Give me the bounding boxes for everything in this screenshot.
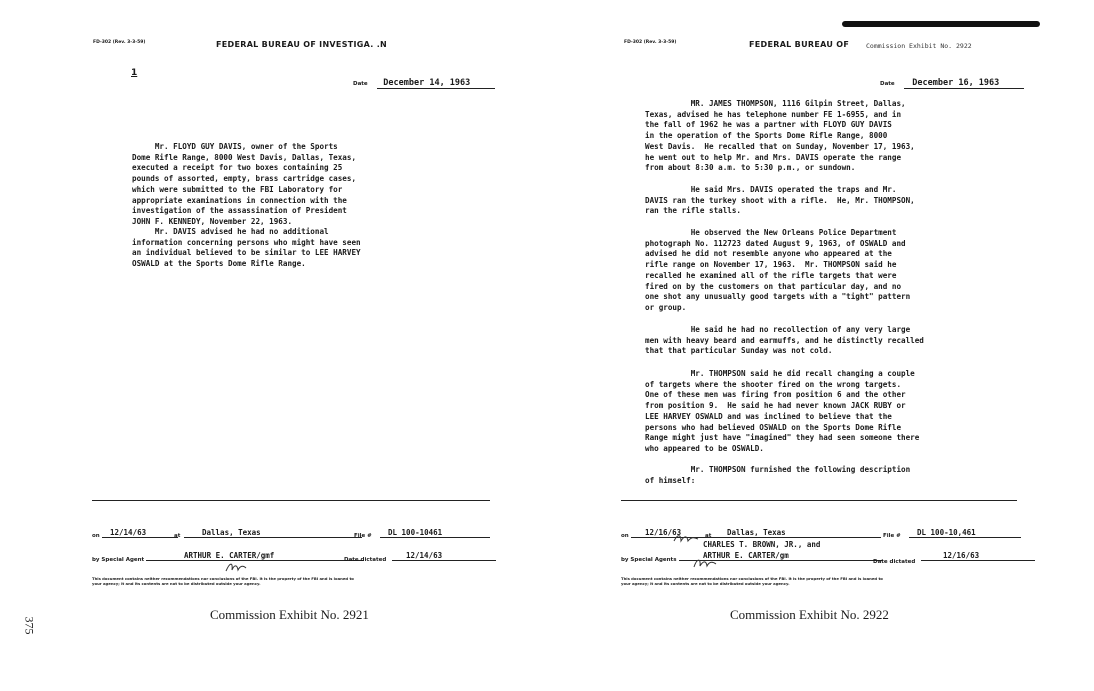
right-date: December 16, 1963 bbox=[904, 78, 1024, 89]
right-exhibit-stamp: Commission Exhibit No. 2922 bbox=[866, 42, 972, 50]
right-file-number: DL 100-10,461 bbox=[909, 528, 1021, 538]
redaction-bar bbox=[842, 21, 1040, 27]
left-file-label: File # bbox=[354, 533, 372, 539]
right-paragraph-1: MR. JAMES THOMPSON, 1116 Gilpin Street, Dallas, Texas, advised he has telephone number FE 1-6955, and in the fall of 1962 he was a partner with FLOYD GUY DAVIS in the operation of the Sports Dome Rifle Range, 8000 West Davis. He recalled that on Sunday, November 17, 1963, he went out to help Mr. and Mrs. DAVIS operate the range from about 8:30 a.m. to 5:30 p.m., or sundown. bbox=[645, 99, 915, 173]
left-footer-row-1 bbox=[92, 528, 492, 542]
right-at-label: at bbox=[705, 533, 712, 539]
right-dictated-label: Date dictated bbox=[873, 559, 916, 565]
right-paragraph-2: He said Mrs. DAVIS operated the traps and Mr. DAVIS ran the turkey shoot with a rifle. He, Mr. THOMPSON, ran the rifle stalls. bbox=[645, 185, 915, 216]
left-form-id: FD-302 (Rev. 3-3-59) bbox=[93, 40, 146, 45]
right-footnote: This document contains neither recommendations nor conclusions of the FBI. It is the property of the FBI and is loaned to your agency; it and its contents are not to be distributed outside your agency. bbox=[621, 576, 883, 586]
right-initials-signature-top bbox=[672, 532, 700, 544]
right-file-label: File # bbox=[883, 533, 901, 539]
left-place: Dallas, Texas bbox=[184, 528, 362, 538]
right-form-id: FD-302 (Rev. 3-3-59) bbox=[624, 40, 677, 45]
right-divider bbox=[621, 500, 1017, 501]
left-footnote: This document contains neither recommendations nor conclusions of the FBI. It is the property of the FBI and is loaned to your agency; it and its contents are not to be distributed outside your agency. bbox=[92, 576, 354, 586]
left-paragraph-2: Mr. DAVIS advised he had no additional information concerning persons who might have seen an individual believed to be similar to LEE HARVEY OSWALD at the Sports Dome Rifle Range. bbox=[132, 227, 361, 269]
left-paragraph-1: Mr. FLOYD GUY DAVIS, owner of the Sports Dome Rifle Range, 8000 West Davis, Dallas, Texas, executed a receipt for two boxes containing 25 pounds of assorted, empty, brass cartridge cases, which were submitted to the FBI Laboratory for appropriate examinations in connection with the investigation of the assassination of President JOHN F. KENNEDY, November 22, 1963. bbox=[132, 142, 357, 226]
right-paragraph-3: He observed the New Orleans Police Department photograph No. 112723 dated August 9, 1963, of OSWALD and advised he did not resemble anyone who appeared at the rifle range on November 17, 1963. Mr. THOMPSON said he recalled he examined all of the rifle targets that were fired on by the customers on that particular day, and no one shot any unusually good targets with a "tight" pattern or group. bbox=[645, 228, 911, 312]
left-file-number: DL 100-10461 bbox=[380, 528, 490, 538]
left-dictated-label: Date dictated bbox=[344, 557, 387, 563]
right-agent-line-2: ARTHUR E. CARTER/gm bbox=[679, 551, 883, 561]
left-initials-signature bbox=[224, 560, 248, 574]
left-page-number: 1 bbox=[131, 68, 138, 78]
right-agent-line-1: CHARLES T. BROWN, JR., and bbox=[703, 540, 821, 549]
left-date-label: Date bbox=[353, 81, 368, 87]
left-date-line bbox=[353, 70, 495, 89]
left-agent-label: by Special Agent bbox=[92, 557, 145, 563]
right-place: Dallas, Texas bbox=[715, 528, 881, 538]
left-bureau-heading: FEDERAL BUREAU OF INVESTIGA. .N bbox=[216, 40, 388, 49]
right-footer-row-2 bbox=[621, 540, 1021, 570]
right-date-label: Date bbox=[880, 81, 895, 87]
right-paragraph-4: He said he had no recollection of any very large men with heavy beard and earmuffs, and he distinctly recalled that that particular Sunday was not cold. bbox=[645, 325, 924, 356]
right-initials-signature-bottom bbox=[692, 556, 718, 570]
margin-page-number: 375 bbox=[22, 616, 37, 635]
right-paragraph-5: Mr. THOMPSON said he did recall changing a couple of targets where the shooter fired on the wrong targets. One of these men was firing from position 6 and the other from position 9. He said he had never known JACK RUBY or LEE HARVEY OSWALD and was inclined to believe that the persons who had believed OSWALD on the Sports Dome Rifle Range might just have "imagined" they had seen someone there who appeared to be OSWALD. bbox=[645, 369, 920, 453]
right-on-label: on bbox=[621, 533, 629, 539]
left-on-date: 12/14/63 bbox=[102, 528, 178, 538]
left-footer-row-2 bbox=[92, 551, 492, 565]
right-dictated-date: 12/16/63 bbox=[921, 551, 1035, 561]
left-dictated-date: 12/14/63 bbox=[392, 551, 496, 561]
right-exhibit-caption: Commission Exhibit No. 2922 bbox=[730, 607, 889, 622]
left-agent: ARTHUR E. CARTER/gmf bbox=[146, 551, 364, 561]
left-divider bbox=[92, 500, 490, 501]
left-date: December 14, 1963 bbox=[377, 78, 495, 89]
left-at-label: at bbox=[174, 533, 181, 539]
right-on-date: 12/16/63 bbox=[631, 528, 715, 538]
right-date-line bbox=[880, 70, 1024, 89]
right-paragraph-6: Mr. THOMPSON furnished the following description of himself: bbox=[645, 465, 911, 485]
right-agent-label: by Special Agents bbox=[621, 557, 677, 563]
left-exhibit-caption: Commission Exhibit No. 2921 bbox=[210, 607, 369, 622]
right-bureau-heading: FEDERAL BUREAU OF bbox=[749, 40, 850, 49]
left-on-label: on bbox=[92, 533, 100, 539]
